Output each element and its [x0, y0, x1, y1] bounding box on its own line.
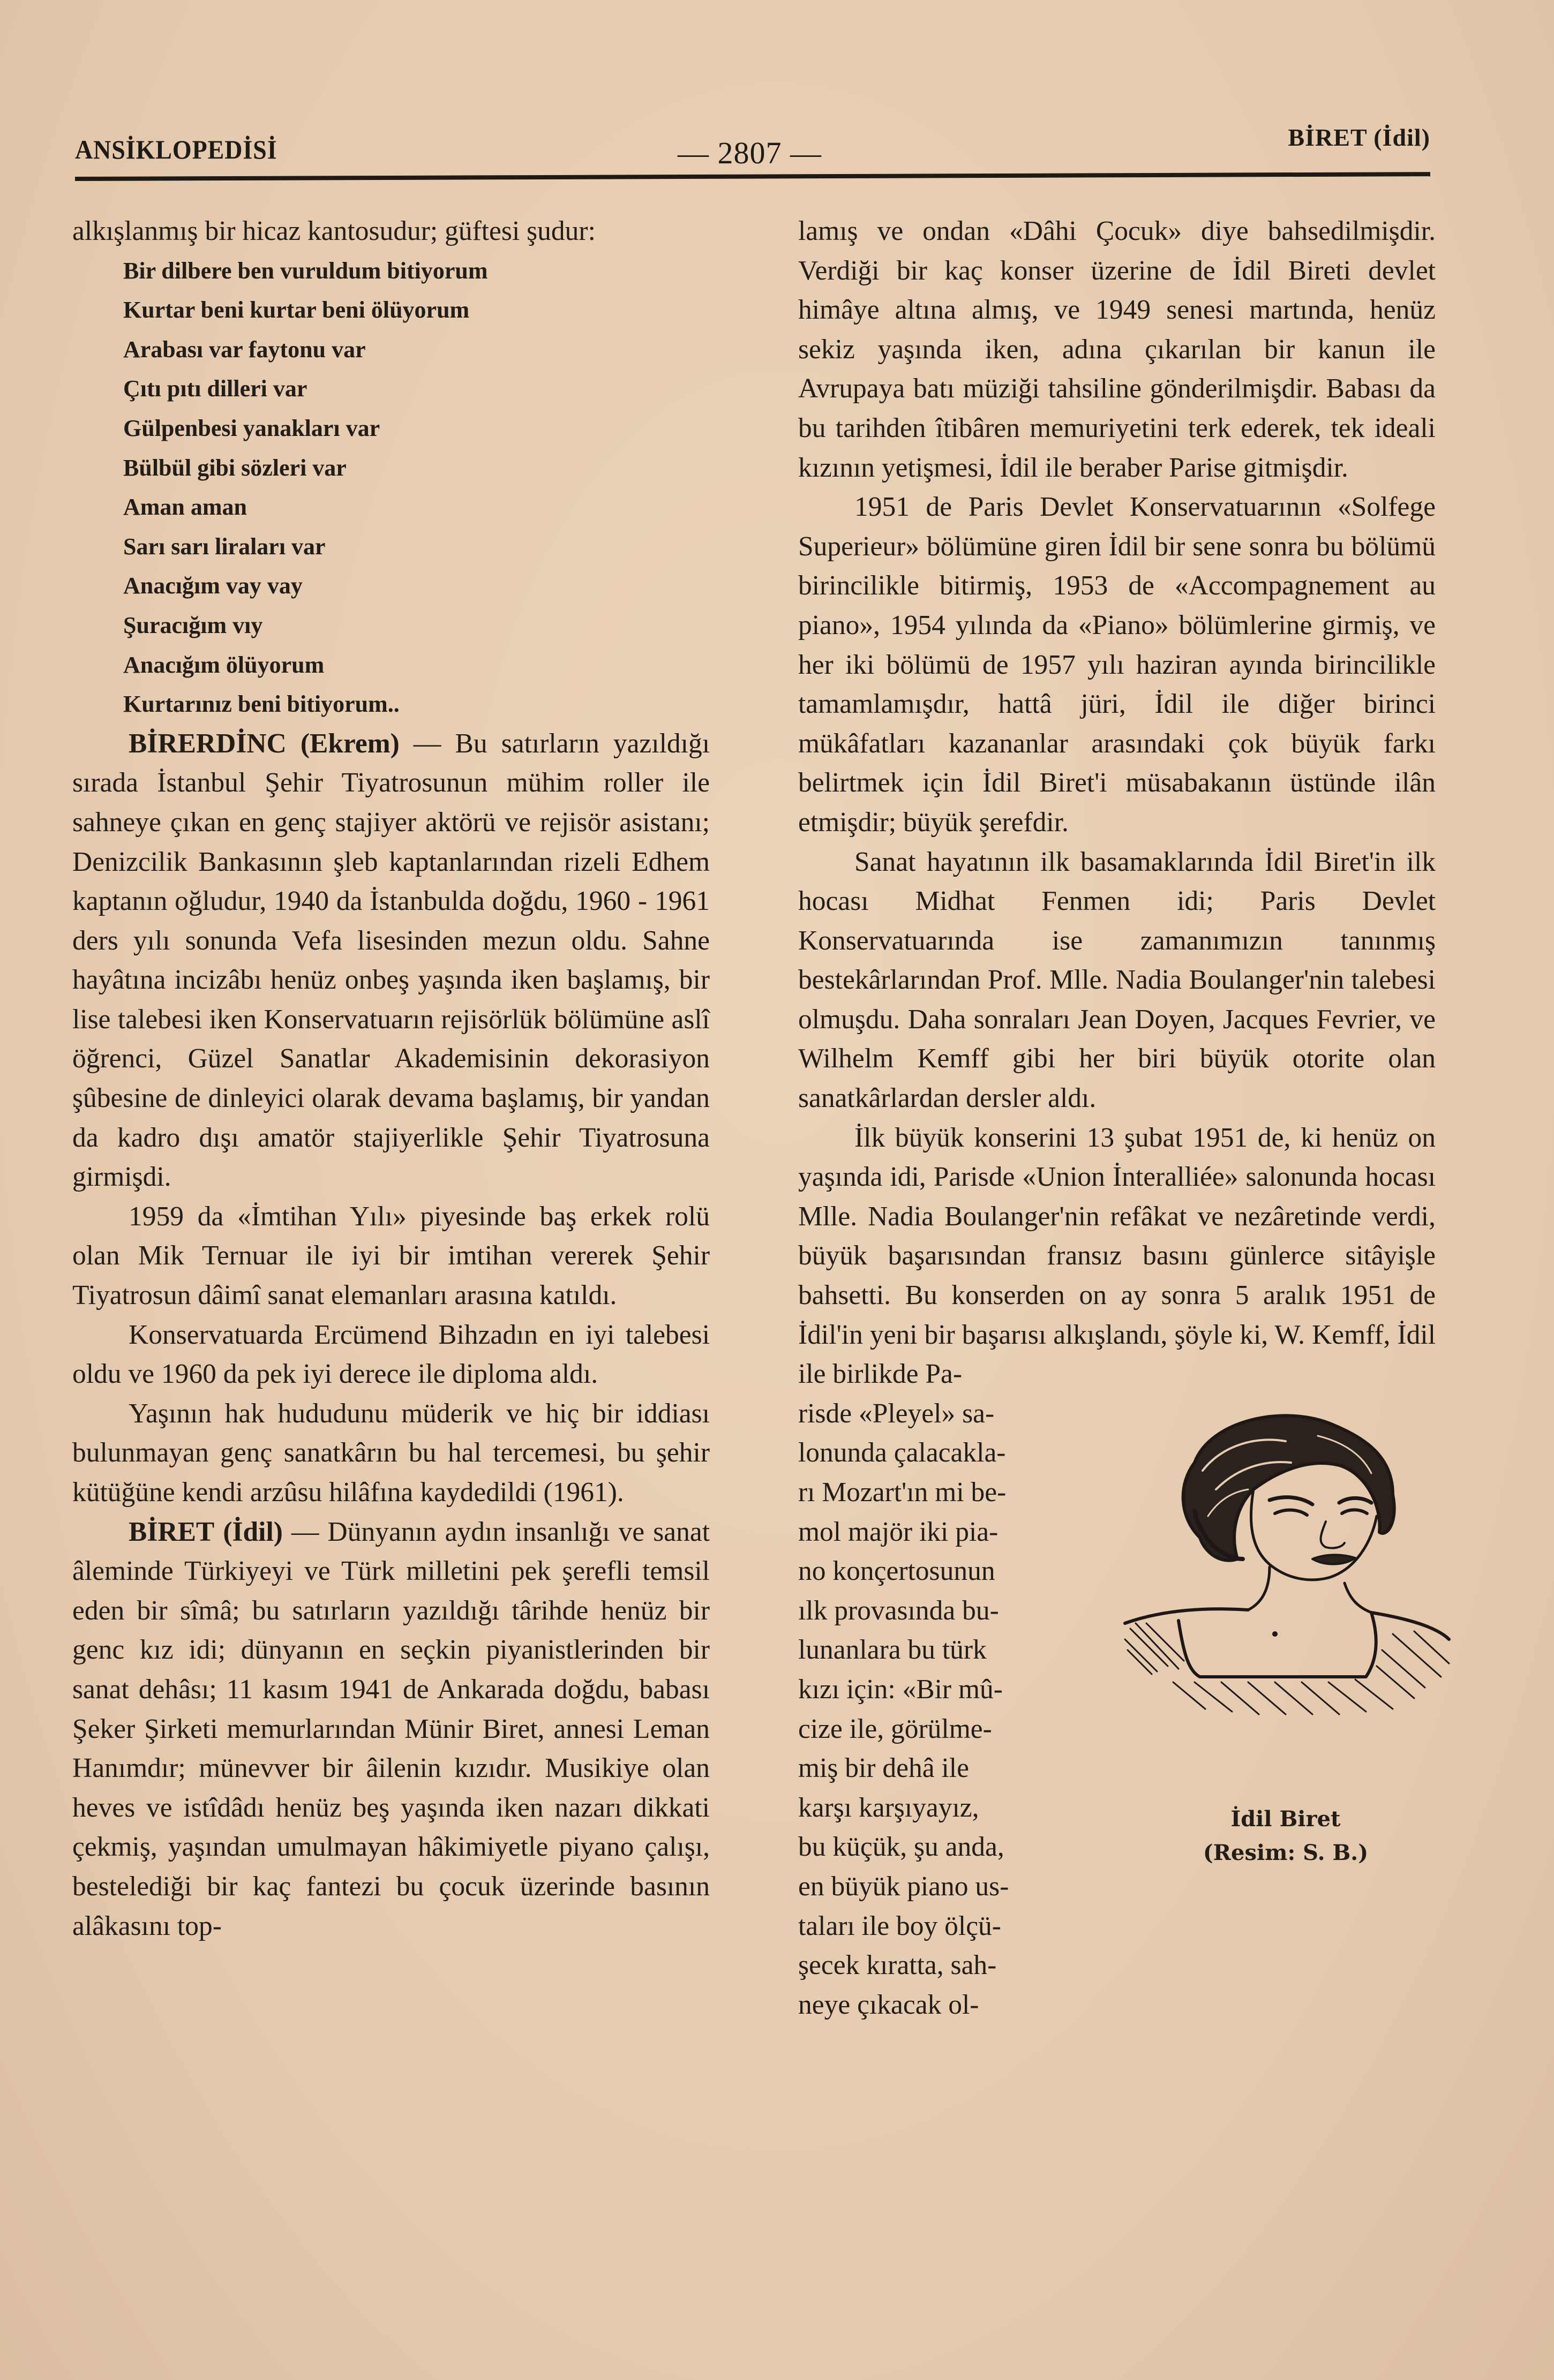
verse-line: Bülbül gibi sözleri var — [123, 454, 347, 481]
text-line: no konçertosunun — [798, 1556, 995, 1587]
entry-text: — Dünyanın aydın insanlığı ve sanat âleminde Türkiyeyi ve Türk milletini pek şerefli temsil eden bir sîmâ; bu satırların yazıldığı târihde henüz bir genc kız idi; dünyanın en seçkin piyanistlerinden bir sanat dehâsı; 11 kasım 1941 de Ankarada doğdu, babası Şeker Şirketi memurlarından Münir Biret, annesi Leman Hanımdır; münevver bir âilenin kızıdır. Musikiye olan heves ve istîdâdı henüz beş yaşında iken nazarı dikkati çekmiş, yaşından umulmayan hâkimiyetle piyano çalışı, bestelediği bir kaç fantezi bu çocuk üzerinde basının alâkasını top- — [72, 1516, 710, 1941]
figure-credit: (Resim: S. B.) — [1203, 1840, 1369, 1865]
verse-line: Bir dilbere ben vuruldum bitiyorum — [123, 257, 488, 284]
verse-line: Şuracığım vıy — [123, 612, 263, 638]
right-column — [798, 212, 1436, 2024]
paragraph: lamış ve ondan «Dâhi Çocuk» diye bahsedilmişdir. Verdiği bir kaç konser üzerine de İdil Bireti devlet himâye altına almış, ve 1949 senesi martında, henüz sekiz yaşında iken, adına çıkarılan bir kanun ile Avrupaya batı müziği tahsiline gönderilmişdir. Babası da bu tarihden îtibâren memuriyetini terk ederek, tek ideali kızının yetişmesi, İdil ile beraber Parise gitmişdir. — [798, 216, 1436, 483]
entry-headword: BİRERDİNC — [129, 728, 287, 759]
verse-line: Anacığım ölüyorum — [123, 651, 325, 678]
running-head-right: BİRET (İdil) — [1288, 124, 1430, 151]
figure-caption: İdil Biret — [1230, 1806, 1341, 1832]
verse-line: Gülpenbesi yanakları var — [123, 415, 380, 441]
paragraph: İlk büyük konserini 13 şubat 1951 de, ki henüz on yaşında idi, Parisde «Union İnteralliée» salonunda hocası Mlle. Nadia Boulanger'nin refâkat ve nezâretinde verdi, büyük başarısından fransız basını günlerce sitâyişle bahsetti. Bu konserden on ay sonra 5 aralık 1951 de İdil'in yeni bir başarısı alkışlandı, şöyle ki, W. Kemff, İdil ile birlikde Pa- — [798, 1122, 1436, 1390]
verse-line: Arabası var faytonu var — [123, 336, 366, 363]
entry-biret — [72, 1512, 710, 1946]
paragraph: Yaşının hak hududunu müderik ve hiç bir iddiası bulunmayan genç sanatkârın bu hal tercemesi, bu şehir kütüğüne kendi arzûsu hilâfına kaydedildi (1961). — [72, 1398, 710, 1508]
text-line: lonunda çalacakla- — [798, 1437, 1006, 1468]
verse-line: Kurtarınız beni bitiyorum.. — [123, 691, 400, 718]
text-line: miş bir dehâ ile — [798, 1753, 969, 1784]
paragraph: Sanat hayatının ilk basamaklarında İdil Biret'in ilk hocası Midhat Fenmen idi; Paris Devlet Konservatuarında ise zamanımızın tanınmış bestekârlarından Prof. Mlle. Nadia Boulanger'nin talebesi olmuşdu. Daha sonraları Jean Doyen, Jacques Fevrier, ve Wilhelm Kemff gibi her biri büyük otorite olan sanatkârlardan dersler aldı. — [798, 846, 1436, 1114]
portrait-figure — [1125, 1398, 1446, 1918]
text-line: rı Mozart'ın mi be- — [798, 1477, 1007, 1508]
text-line: mol majör iki pia- — [798, 1516, 999, 1547]
entry-text: — Bu satırların yazıldığı sırada İstanbul Şehir Tiyatrosunun mühim roller ile sahneye çıkan en genç stajiyer aktörü ve rejisör asistanı; Denizcilik Bankasının şleb kaptanlarından rizeli Edhem kaptanın oğludur, 1940 da İstanbulda doğdu, 1960 - 1961 ders yılı sonunda Vefa lisesinden mezun oldu. Sahne hayâtına incizâbı henüz onbeş yaşında iken başlamış, bir lise talebesi iken Konservatuarın rejisörlük bölümüne aslî öğrenci, Güzel Sanatlar Akademisinin dekorasiyon şûbesine de dinleyici olarak devama başlamış, bir yandan da kadro dışı amatör stajiyerlikle Şehir Tiyatrosuna girmişdi. — [72, 728, 710, 1193]
song-lyrics — [72, 251, 710, 724]
entry-birerdinc — [72, 724, 710, 1197]
text-line: ılk provasında bu- — [798, 1595, 999, 1626]
entry-headword: BİRET — [129, 1516, 215, 1547]
text-line: neye çıkacak ol- — [798, 1989, 979, 2020]
intro-paragraph: alkışlanmış bir hicaz kantosudur; güftesi şudur: — [72, 216, 596, 246]
verse-line: Anacığım vay vay — [123, 573, 303, 599]
portrait-sketch-icon — [1114, 1398, 1457, 1805]
text-line: şecek kıratta, sah- — [798, 1950, 997, 1981]
text-line: cize ile, görülme- — [798, 1713, 992, 1744]
paragraph: 1959 da «İmtihan Yılı» piyesinde baş erkek rolü olan Mik Ternuar ile iyi bir imtihan vererek Şehir Tiyatrosun dâimî sanat elemanları arasına katıldı. — [72, 1201, 710, 1311]
verse-line: Aman aman — [123, 494, 247, 521]
header-rule — [75, 172, 1430, 181]
page-number: — 2807 — — [678, 135, 822, 170]
text-line: en büyük piano us- — [798, 1871, 1009, 1902]
verse-line: Kurtar beni kurtar beni ölüyorum — [123, 297, 470, 323]
text-line: karşı karşıyayız, — [798, 1792, 979, 1823]
entry-name: (İdil) — [223, 1516, 283, 1547]
left-column — [72, 212, 710, 1946]
text-line: risde «Pleyel» sa- — [798, 1398, 995, 1429]
paragraph: Konservatuarda Ercümend Bihzadın en iyi talebesi oldu ve 1960 da pek iyi derece ile diploma aldı. — [72, 1319, 710, 1390]
page-header — [75, 124, 1430, 170]
running-head-left: ANSİKLOPEDİSİ — [75, 134, 277, 164]
text-line: kızı için: «Bir mû- — [798, 1674, 1003, 1705]
text-line: bu küçük, şu anda, — [798, 1832, 1004, 1863]
verse-line: Çıtı pıtı dilleri var — [123, 375, 307, 402]
entry-name: (Ekrem) — [300, 728, 400, 759]
verse-line: Sarı sarı liraları var — [123, 533, 326, 560]
text-line: lunanlara bu türk — [798, 1635, 987, 1666]
text-line: taları ile boy ölçü- — [798, 1910, 1001, 1941]
paragraph: 1951 de Paris Devlet Konservatuarının «Solfege Superieur» bölümüne giren İdil bir sene sonra bu bölümü birincilikle bitirmiş, 1953 de «Accompagnement au piano», 1954 yılında da «Piano» bölümlerine girmiş, ve her iki bölümü de 1957 yılı haziran ayında birincilikle tamamlamışdır, hattâ jüri, İdil ile diğer birinci mükâfatları kazananlar arasındaki çok büyük farkı belirtmek için İdil Biret'i müsabakanın üstünde ilân etmişdir; büyük şerefdir. — [798, 492, 1436, 838]
